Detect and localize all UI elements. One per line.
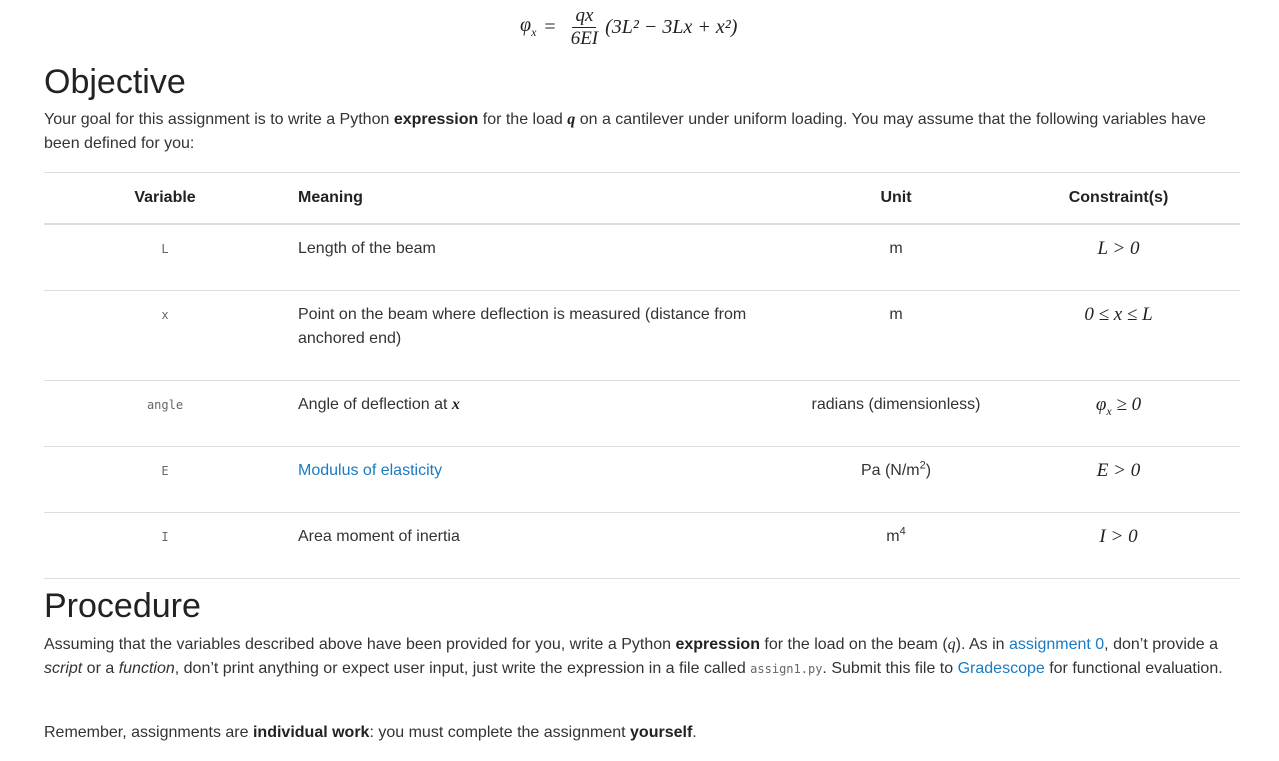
procedure-text: Assuming that the variables described above have been provided for you, write a Python expression for the load on the beam (q). As in assignment 0, don’t provide a script or a function, don’t print anything or expect user input, just write the expression in a file called assign1.py. Submit this file to Gradescope for functional evaluation.: [44, 636, 1223, 677]
var-meaning: Length of the beam: [286, 224, 795, 291]
var-name: I: [44, 513, 286, 579]
modulus-of-elasticity-link[interactable]: Modulus of elasticity: [298, 462, 443, 479]
var-constraint: $\varphi_x \ge 0$: [997, 381, 1240, 447]
remember-text: Remember, assignments are individual work: you must complete the assignment yourself.: [44, 724, 697, 741]
var-unit: radians (dimensionless): [795, 381, 997, 447]
objective-heading: Objective: [44, 63, 186, 101]
header-constraints: Constraint(s): [997, 173, 1240, 225]
assignment-0-link[interactable]: assignment 0: [1009, 636, 1105, 653]
var-name: x: [44, 291, 286, 381]
var-meaning: Angle of deflection at x: [286, 381, 795, 447]
var-unit: m: [795, 291, 997, 381]
var-constraint: E > 0: [997, 447, 1240, 513]
header-meaning: Meaning: [286, 173, 795, 225]
var-name: E: [44, 447, 286, 513]
var-meaning: Point on the beam where deflection is measured (distance from anchored end): [286, 291, 795, 381]
table-row: [44, 381, 1240, 447]
eq-polynomial: (3L² − 3Lx + x²): [605, 15, 738, 38]
header-variable: Variable: [44, 173, 286, 225]
table-row: [44, 291, 1240, 381]
var-constraint: L > 0: [997, 224, 1240, 291]
header-unit: Unit: [795, 173, 997, 225]
eq-numerator: qx: [572, 5, 596, 28]
eq-fraction: [568, 5, 601, 50]
table-row: [44, 224, 1240, 291]
eq-equals: =: [544, 15, 556, 38]
var-meaning: Area moment of inertia: [286, 513, 795, 579]
filename-code: assign1.py: [750, 662, 823, 676]
deflection-equation: [520, 0, 737, 54]
var-unit: Pa $(N/m^2)$: [795, 447, 997, 513]
objective-intro: Your goal for this assignment is to write a Python expression for the load q on a cantilever under uniform loading. You may assume that the following variables have been defined for you:: [44, 111, 1206, 152]
table-header-row: [44, 173, 1240, 225]
var-constraint: I > 0: [997, 513, 1240, 579]
procedure-heading: Procedure: [44, 587, 201, 625]
var-unit: m: [795, 224, 997, 291]
gradescope-link[interactable]: Gradescope: [957, 660, 1045, 677]
eq-denominator: 6EI: [570, 27, 599, 49]
var-constraint: 0 ≤ x ≤ L: [997, 291, 1240, 381]
var-name: angle: [44, 381, 286, 447]
variables-table: [44, 172, 1240, 579]
var-unit: $m^4$: [795, 513, 997, 579]
table-row: [44, 447, 1240, 513]
var-name: L: [44, 224, 286, 291]
eq-lhs: $\varphi_x$: [520, 14, 537, 39]
table-row: [44, 513, 1240, 579]
